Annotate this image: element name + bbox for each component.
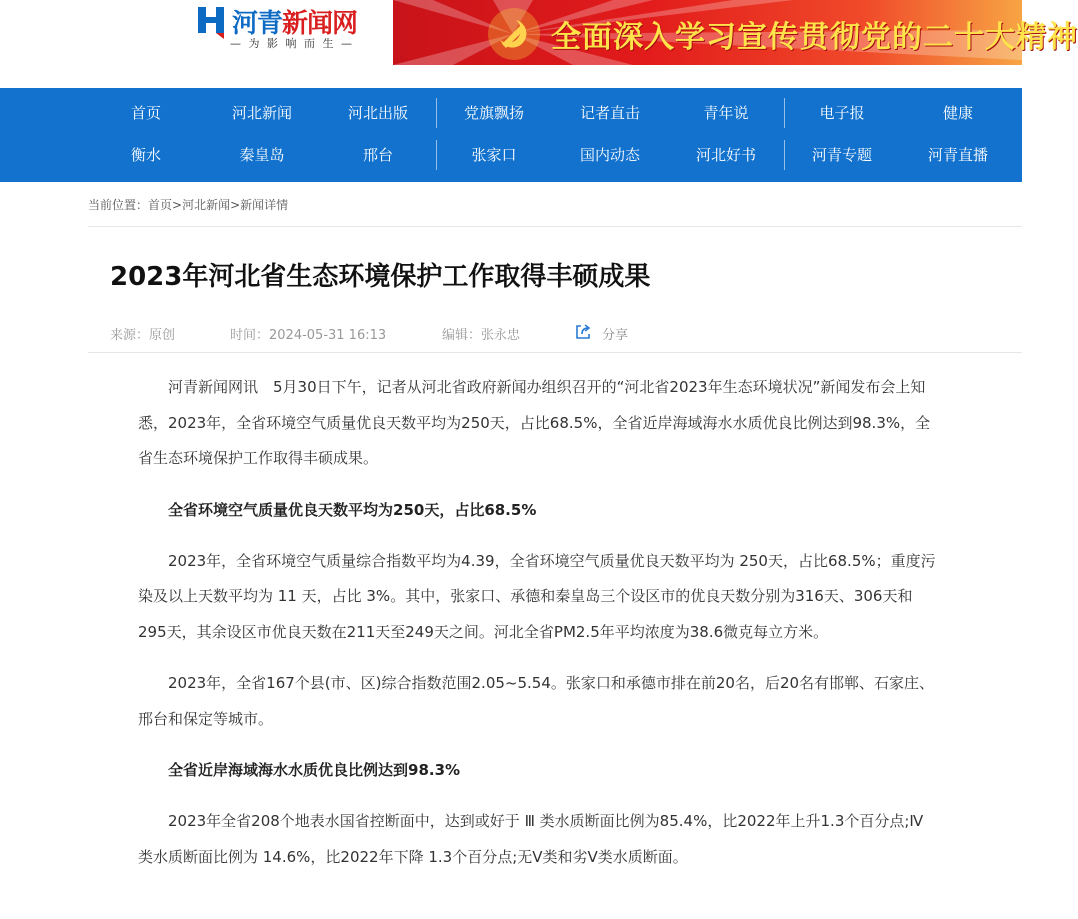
nav-item-home[interactable]: 首页 bbox=[130, 104, 161, 122]
nav-divider bbox=[436, 140, 437, 170]
logo-slogan: — 为 影 响 而 生 — bbox=[230, 37, 354, 50]
share-icon bbox=[574, 323, 592, 341]
article-time: 时间：2024-05-31 16:13 bbox=[230, 328, 387, 343]
nav-item-epaper[interactable]: 电子报 bbox=[819, 104, 865, 122]
article-subheading: 全省环境空气质量优良天数平均为250天，占比68.5% bbox=[168, 500, 537, 519]
article-paragraph: 2023年，全省167个县(市、区)综合指数范围2.05~5.54。张家口和承德市排在前20名，后20名有邯郸、石家庄、邢台和保定等城市。 bbox=[138, 674, 935, 728]
banner[interactable] bbox=[393, 0, 1078, 65]
nav-divider bbox=[436, 98, 437, 128]
breadcrumb bbox=[88, 196, 288, 213]
main-nav bbox=[0, 88, 1022, 182]
article-editor: 编辑：张永忠 bbox=[442, 328, 521, 343]
article-paragraph: 2023年，全省环境空气质量综合指数平均为4.39，全省环境空气质量优良天数平均为 250天，占比68.5%；重度污染及以上天数平均为 11 天，占比 3%。其中，张家口、承德和秦皇岛三个设区市的优良天数分别为316天、306天和295天，其余设区市优良天数在211天至249天之间。河北全省PM2.5年平均浓度为38.6微克每立方米。 bbox=[138, 551, 936, 641]
party-emblem-icon bbox=[486, 6, 542, 62]
breadcrumb-prefix: 当前位置： bbox=[88, 198, 149, 212]
nav-item-hengshui[interactable]: 衡水 bbox=[130, 146, 161, 164]
breadcrumb-separator: > bbox=[230, 198, 241, 212]
article-paragraph: 2023年全省208个地表水国省控断面中，达到或好于 Ⅲ 类水质断面比例为85.4%，比2022年上升1.3个百分点;Ⅳ类水质断面比例为 14.6%，比2022年下降 1.3个百分点;无V类和劣V类水质断面。 bbox=[138, 812, 924, 866]
breadcrumb-separator: > bbox=[172, 198, 183, 212]
logo-text: 河青新闻网 bbox=[232, 9, 358, 39]
nav-item-health[interactable]: 健康 bbox=[942, 104, 973, 122]
nav-divider bbox=[784, 98, 785, 128]
nav-item-topics[interactable]: 河青专题 bbox=[811, 146, 872, 164]
article-body bbox=[138, 370, 938, 875]
nav-item-youth[interactable]: 青年说 bbox=[703, 104, 749, 122]
share-label: 分享 bbox=[602, 328, 629, 343]
nav-divider bbox=[784, 140, 785, 170]
article-title: 2023年河北省生态环境保护工作取得丰硕成果 bbox=[110, 262, 651, 292]
nav-item-live[interactable]: 河青直播 bbox=[927, 146, 988, 164]
nav-item-hebei-books[interactable]: 河北好书 bbox=[695, 146, 756, 164]
nav-item-xingtai[interactable]: 邢台 bbox=[362, 146, 393, 164]
nav-item-hebei-news[interactable]: 河北新闻 bbox=[231, 104, 292, 122]
logo-mark-icon bbox=[194, 3, 228, 41]
banner-text: 全面深入学习宣传贯彻党的二十大精神 bbox=[551, 20, 1078, 55]
article-subheading: 全省近岸海域海水水质优良比例达到98.3% bbox=[168, 761, 461, 779]
meta-divider bbox=[88, 352, 1022, 353]
site-logo[interactable] bbox=[194, 3, 374, 63]
nav-item-hebei-publishing[interactable]: 河北出版 bbox=[347, 104, 408, 122]
article-paragraph: 河青新闻网讯 5月30日下午，记者从河北省政府新闻办组织召开的“河北省2023年生态环境状况”新闻发布会上知悉，2023年，全省环境空气质量优良天数平均为250天，占比68.5%，全省近岸海域海水水质优良比例达到98.3%，全省生态环境保护工作取得丰硕成果。 bbox=[138, 378, 931, 467]
article-source: 来源：原创 bbox=[110, 328, 176, 343]
breadcrumb-divider bbox=[88, 226, 1022, 227]
nav-item-reporter[interactable]: 记者直击 bbox=[579, 104, 640, 122]
breadcrumb-home[interactable]: 首页 bbox=[148, 198, 173, 212]
breadcrumb-hebei-news[interactable]: 河北新闻 bbox=[182, 198, 231, 212]
site-header bbox=[0, 0, 1078, 88]
nav-item-qinhuangdao[interactable]: 秦皇岛 bbox=[239, 146, 285, 164]
breadcrumb-current: 新闻详情 bbox=[240, 198, 289, 212]
nav-item-domestic[interactable]: 国内动态 bbox=[579, 146, 640, 164]
nav-item-zhangjiakou[interactable]: 张家口 bbox=[471, 146, 517, 164]
nav-item-party-flag[interactable]: 党旗飘扬 bbox=[463, 104, 524, 122]
